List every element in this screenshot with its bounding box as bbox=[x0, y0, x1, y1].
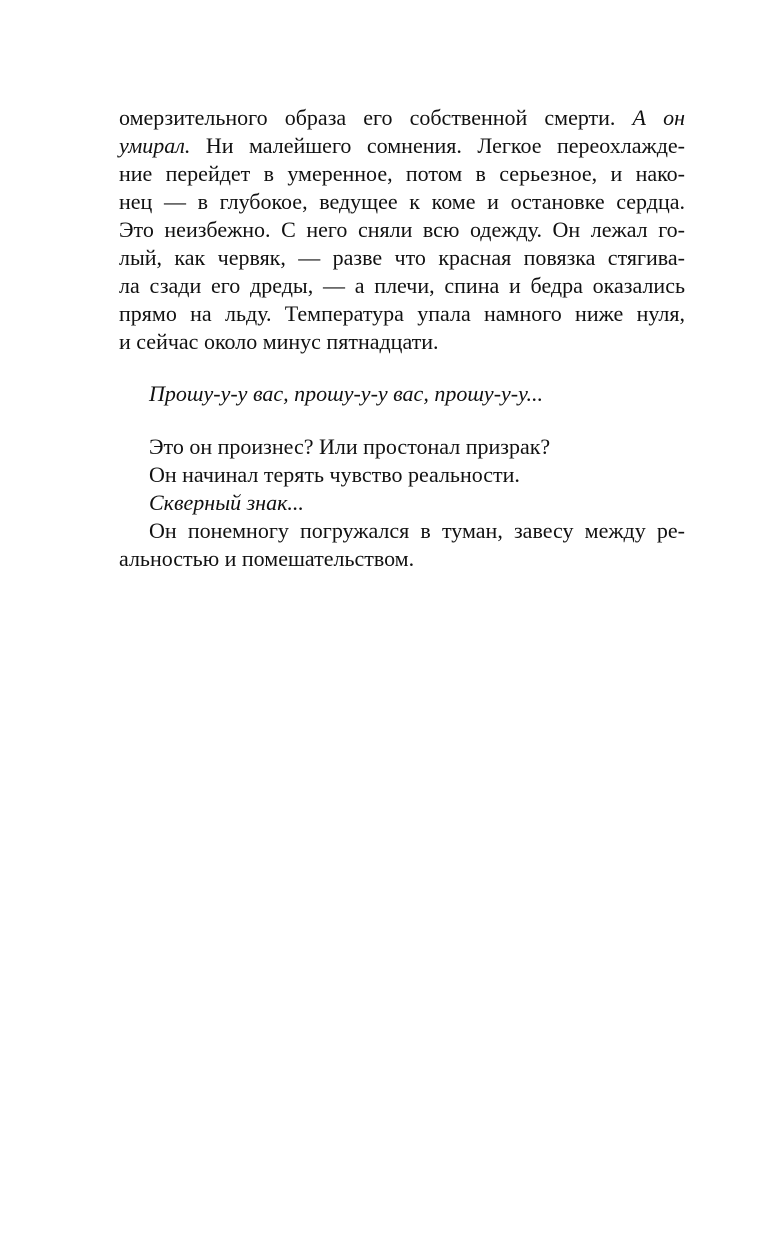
text-span: омерзительного образа его собственной смерти. bbox=[119, 105, 616, 130]
text-line-6: лый, как червяк, — разве что красная повязка стягива- bbox=[119, 245, 685, 270]
losing-reality-line: Он начинал терять чувство реальности. bbox=[149, 462, 520, 487]
text-line-4: нец — в глубокое, ведущее к коме и остановке сердца. bbox=[119, 189, 685, 214]
text-span: Ни малейшего сомнения. Легкое переохлажде- bbox=[205, 133, 685, 158]
question-line: Это он произнес? Или простонал призрак? bbox=[149, 434, 551, 459]
fog-line-1: Он понемногу погружался в туман, завесу между ре- bbox=[149, 518, 685, 543]
text-line-2 bbox=[119, 131, 685, 160]
text-line-1 bbox=[119, 103, 685, 132]
whisper-line: Прошу-у-у вас, прошу-у-у вас, прошу-у-у... bbox=[149, 381, 543, 406]
text-line-3: ние перейдет в умеренное, потом в серьезное, и нако- bbox=[119, 161, 685, 186]
text-line-9: и сейчас около минус пятнадцати. bbox=[119, 329, 439, 354]
bad-sign-line: Скверный знак... bbox=[149, 490, 304, 515]
text-line-5: Это неизбежно. С него сняли всю одежду. Он лежал го- bbox=[119, 217, 685, 242]
fog-line-2: альностью и помешательством. bbox=[119, 546, 415, 571]
text-line-8: прямо на льду. Температура упала намного ниже нуля, bbox=[119, 301, 685, 326]
text-line-7: ла сзади его дреды, — а плечи, спина и бедра оказались bbox=[119, 273, 685, 298]
italic-span: умирал. bbox=[119, 133, 191, 158]
italic-span: А он bbox=[632, 105, 686, 130]
